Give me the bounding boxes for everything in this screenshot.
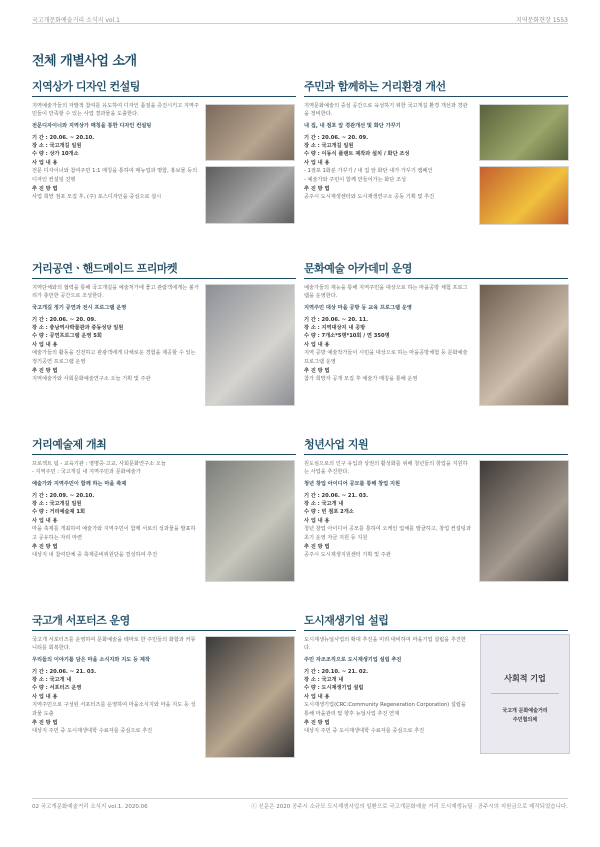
header-page-label: 지역문화현장 1553 (516, 17, 568, 24)
section-highlight: 국고개길 정기 공연과 전시 프로그램 운영 (32, 305, 127, 312)
section-rule (32, 278, 296, 279)
section-content: - 1점포 1화분 가꾸기 / 내 집 앞 화단 내가 가꾸기 캠페인 - 예술가와 주민이 함께 만들어가는 화단 조성 (304, 168, 433, 183)
section-method-label: 추 진 방 법 (304, 185, 330, 192)
section-period: 기 간 : 20.09. ~ 20.10. (32, 493, 95, 500)
section-method-label: 추 진 방 법 (304, 543, 330, 550)
section-method-label: 추 진 방 법 (32, 367, 58, 374)
section-photo-1 (479, 104, 569, 161)
section-1 (32, 78, 296, 240)
section-content-label: 사 업 내 용 (32, 342, 58, 349)
section-rule (304, 278, 568, 279)
section-period: 기 간 : 20.06. ~ 20.10. (32, 135, 95, 142)
section-highlight: 우리들의 이야기를 담은 마을 소식지와 지도 등 제작 (32, 657, 150, 664)
section-title: 문화예술 아카데미 운영 (304, 262, 412, 275)
section-content: 지역 공방 예술작가들이 시민을 대상으로 하는 마을공방체험 등 문화예술 프로그램 운영 (304, 350, 468, 365)
section-method-label: 추 진 방 법 (304, 719, 330, 726)
section-intro: 프로젝트 팀 - 교육기관 : 영명중·고교, 사회문화연구소 오늘 - 지역주민 : 국고개길 내 지역주민과 문화예술가 (32, 461, 166, 476)
section-highlight: 전문디자이너와 지역상가 매칭을 통한 디자인 컨설팅 (32, 123, 152, 130)
section-5 (32, 436, 296, 598)
section-place: 장 소 : 국고개 내 (32, 677, 72, 684)
section-content: 지역주민으로 구성된 서포터즈를 운영하여 마을소식지와 마을 지도 등 성과물 도출 (32, 702, 196, 717)
section-count: 수 량 : 이동식 플랜트 제작과 설치 / 화단 조성 (304, 151, 410, 158)
section-count: 수 량 : 도시재생기업 설립 (304, 685, 364, 692)
section-method: 지역예술가와 사회문화예술연구소 오늘 기획 및 주관 (32, 375, 151, 382)
section-content-label: 사 업 내 용 (32, 160, 58, 167)
section-photo-1 (479, 460, 569, 582)
section-highlight: 예술가와 지역주민이 함께 하는 마을 축제 (32, 481, 127, 488)
page-title: 전체 개별사업 소개 (32, 54, 137, 69)
section-method-label: 추 진 방 법 (32, 543, 58, 550)
section-period: 기 간 : 20.06. ~ 20. 11. (304, 317, 369, 324)
section-content: 예술가들의 활동을 진전하고 관광객에게 다채로운 경험을 제공할 수 있는 정기공연 프로그램 운영 (32, 350, 196, 365)
section-period: 기 간 : 20.06. ~ 20. 09. (304, 135, 369, 142)
section-photo-2 (479, 166, 569, 225)
section-intro: 지역문화예술의 중심 공간으로 육성하기 위한 국고개길 환경 개선과 경관을 정비한다. (304, 103, 468, 118)
section-content-label: 사 업 내 용 (304, 342, 330, 349)
section-content: 청년 창업 아이디어 공모를 통하여 오케인 업체를 발굴하고, 창업 컨설팅과 초기 운영 자금 지원 등 지원 (304, 526, 471, 541)
section-method: 대상지 주민 중 도시재생대학 수료자를 중심으로 추진 (32, 727, 153, 734)
section-content-label: 사 업 내 용 (304, 518, 330, 525)
social-box-title: 사회적 기업 (504, 674, 546, 683)
section-4 (304, 260, 568, 422)
section-content-label: 사 업 내 용 (32, 518, 58, 525)
section-intro: 지역예술가들의 자발적 참여를 유도하여 디자인 품질을 증진시키고 지역주민들이 만족할 수 있는 사업 결과물을 도출한다. (32, 103, 199, 118)
section-2 (304, 78, 568, 240)
section-content-label: 사 업 내 용 (32, 694, 58, 701)
section-count: 수 량 : 거리예술제 1회 (32, 509, 85, 516)
section-place: 장 소 : 국고개길 일원 (304, 143, 354, 150)
social-box-line2: 주민협의체 (512, 716, 538, 723)
section-photo-1 (205, 460, 295, 582)
section-body (304, 636, 472, 735)
section-photo-1 (205, 636, 295, 758)
section-body (32, 460, 200, 559)
section-title: 도시재생기업 설립 (304, 614, 389, 627)
section-count: 수 량 : 빈 점포 2개소 (304, 509, 354, 516)
section-place: 장 소 : 충남역사박물관과 중동성당 일원 (32, 325, 124, 332)
section-intro: 도시재생뉴딜사업의 확대 추진을 미리 대비하여 마을기업 설립을 추진한다. (304, 637, 466, 652)
section-photo-1 (479, 284, 569, 406)
section-method-label: 추 진 방 법 (32, 185, 58, 192)
section-method-label: 추 진 방 법 (304, 367, 330, 374)
section-intro: 지역단체와의 협력을 통해 국고개길을 예술처가에 좋고 관람객에게는 볼거리가 충만한 공간으로 조성한다. (32, 285, 199, 300)
section-count: 수 량 : 서포터즈 운영 (32, 685, 82, 692)
section-title: 주민과 함께하는 거리환경 개선 (304, 80, 446, 93)
social-enterprise-box (480, 634, 570, 754)
section-content-label: 사 업 내 용 (304, 694, 330, 701)
footer-rule (32, 798, 568, 799)
section-content: 마을 축제를 개최하여 예술가와 지역주민이 함께 서로의 성과물을 발표하고 공유하는 자리 마련 (32, 526, 196, 541)
section-highlight: 내 집, 내 점포 앞 경관개선 및 화단 가꾸기 (304, 123, 401, 130)
section-place: 장 소 : 국고개길 일원 (32, 501, 82, 508)
section-content-label: 사 업 내 용 (304, 160, 330, 167)
section-method: 공주시 도시재생지원센터 기획 및 주관 (304, 551, 391, 558)
section-intro: 원도심으로의 인구 유입과 상권의 활성화를 위해 청년들의 창업을 지원하는 사업을 추진한다. (304, 461, 468, 476)
section-title: 거리공연ㆍ핸드메이드 프리마켓 (32, 262, 178, 275)
section-method: 사업 희망 점포 모집 후, (주) 포스디자인을 중심으로 설시 (32, 193, 162, 200)
section-photo-2 (205, 166, 295, 224)
section-period: 기 간 : 20.06. ~ 21. 03. (32, 669, 97, 676)
section-body (304, 284, 472, 383)
section-rule (304, 96, 568, 97)
section-photo-1 (205, 104, 295, 161)
section-rule (32, 96, 296, 97)
section-body (32, 102, 200, 201)
section-title: 청년사업 지원 (304, 438, 369, 451)
section-method: 공주시 도시재생센터와 도시재생연구소 공동 기획 및 추진 (304, 193, 435, 200)
social-box-divider (491, 693, 559, 694)
section-place: 장 소 : 국고개길 일원 (32, 143, 82, 150)
section-title: 거리예술제 개최 (32, 438, 107, 451)
section-body (304, 102, 472, 201)
section-6 (304, 436, 568, 598)
section-method: 참가 희망자 공개 모집 후 예술가 매칭을 통해 운영 (304, 375, 418, 382)
section-body (32, 636, 200, 735)
section-highlight: 주민 자조조직으로 도시재생기업 설립 추진 (304, 657, 402, 664)
section-7 (32, 612, 296, 774)
section-body (32, 284, 200, 383)
section-rule (32, 630, 296, 631)
footer-page-info: 02 국고개문화예술거리 소식지 vol.1. 2020.06 (32, 804, 148, 810)
header-rule (32, 23, 568, 24)
section-method-label: 추 진 방 법 (32, 719, 58, 726)
section-highlight: 청년 창업 아이디어 공모를 통해 창업 지원 (304, 481, 401, 488)
section-content: 전문 디자이너와 참여주민 1:1 매칭을 통하여 매뉴얼과 명함, 홍보물 등의 디자인 컨설팅 진행 (32, 168, 198, 183)
section-count: 수 량 : 공연프로그램 운영 5회 (32, 333, 102, 340)
section-period: 기 간 : 20.10. ~ 21. 02. (304, 669, 369, 676)
section-count: 수 량 : 7개소*5명*10회 / 연 350명 (304, 333, 390, 340)
section-title: 지역상가 디자인 컨설팅 (32, 80, 140, 93)
section-content: 도시재생기업(CRC:Community Regeneration Corporation) 설립을 통해 마을관리 및 향후 뉴딜사업 추진 연계 (304, 702, 466, 717)
section-place: 장 소 : 국고개 내 (304, 677, 344, 684)
section-body (304, 460, 472, 559)
section-intro: 예술가들의 재능을 통해 지역주민을 대상으로 하는 마을공방 체험 프로그램을 운영한다. (304, 285, 468, 300)
section-title: 국고개 서포터즈 운영 (32, 614, 130, 627)
section-count: 수 량 : 상가 10개소 (32, 151, 79, 158)
section-place: 장 소 : 지역대상지 내 공방 (304, 325, 366, 332)
section-3 (32, 260, 296, 422)
section-intro: 국고개 서포터즈를 운영하여 문화예술을 테마로 한 주민들의 화합과 커뮤니티를 회복한다. (32, 637, 196, 652)
footer-credit: ⓒ 신문은 2020 공주시 소규모 도시재생사업의 일환으로 국고개문화예술 거리 도시재생뉴딜 · 공주시의 지원금으로 제작되었습니다. (251, 804, 568, 810)
section-period: 기 간 : 20.06. ~ 20. 09. (32, 317, 97, 324)
section-photo-1 (205, 284, 295, 406)
social-box-line1: 국고개 문화예술거리 (502, 708, 548, 714)
section-rule (304, 630, 568, 631)
section-period: 기 간 : 20.06. ~ 21. 03. (304, 493, 369, 500)
section-method: 대상지 주민 중 도시재생대학 수료자를 중심으로 추진 (304, 727, 425, 734)
section-highlight: 지역주민 대상 마을 공방 등 교육 프로그램 운영 (304, 305, 412, 312)
section-rule (32, 454, 296, 455)
header-publication: 국고개문화예술거리 소식지 vol.1 (32, 17, 120, 24)
section-rule (304, 454, 568, 455)
section-place: 장 소 : 국고개 내 (304, 501, 344, 508)
page-header (32, 10, 568, 24)
section-method: 대상지 내 참여단체 중 축제준비위원단을 결성하여 추진 (32, 551, 158, 558)
